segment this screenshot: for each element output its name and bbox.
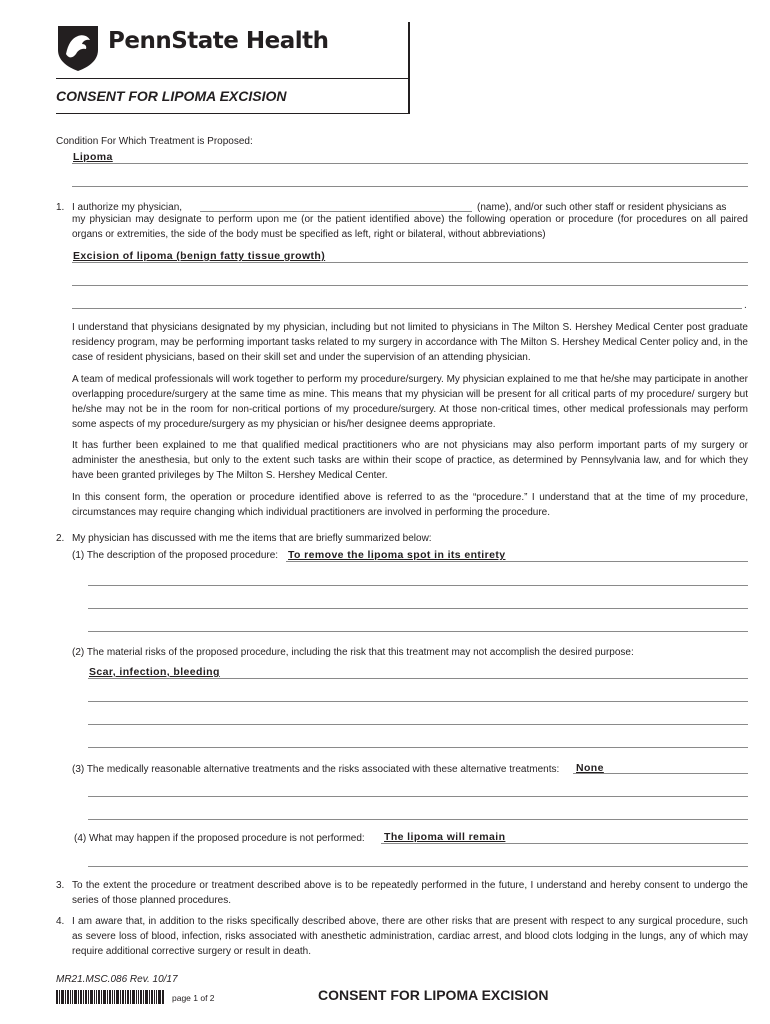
- procedure-line-1: [72, 262, 748, 263]
- section-2-intro: My physician has discussed with me the items that are briefly summarized below:: [72, 533, 432, 544]
- page-number: page 1 of 2: [172, 993, 215, 1003]
- item-2-value[interactable]: Scar, infection, bleeding: [89, 666, 220, 678]
- item-4-label: (4) What may happen if the proposed procedure is not performed:: [74, 833, 365, 844]
- penn-state-shield-logo: [56, 24, 100, 72]
- barcode-image: [56, 990, 164, 1004]
- condition-line-2: [72, 186, 748, 187]
- section-3-number: 3.: [56, 880, 65, 891]
- section-1-number: 1.: [56, 202, 65, 213]
- authorize-text: I authorize my physician,: [72, 202, 183, 213]
- item-1-value[interactable]: To remove the lipoma spot in its entirety: [288, 549, 506, 561]
- item-2-line-2: [88, 701, 748, 702]
- paragraph-definition: In this consent form, the operation or procedure identified above is referred to as the “procedure.” I understand that at the time of my procedure, circumstances may require changing which individual practitioners are involved in performing the procedure.: [72, 492, 748, 518]
- item-3-line-3: [88, 819, 748, 820]
- item-3-line-2: [88, 796, 748, 797]
- condition-line-1: [72, 163, 748, 164]
- item-2-line-3: [88, 724, 748, 725]
- procedure-value[interactable]: Excision of lipoma (benign fatty tissue growth): [73, 250, 326, 262]
- item-4-line-2: [88, 866, 748, 867]
- header-vertical-divider: [408, 22, 410, 114]
- paragraph-overlapping: A team of medical professionals will work together to perform my procedure/surgery. My physician explained to me that he/she may participate in another overlapping procedure/surgery at the same time as mine. This means that my physician will be present for all critical parts of my procedure/ surgery but he/she may not be in the room for non-critical portions of my procedure/surgery. At those non-critical times, other medical professionals may perform some aspects of my procedure/surgery as my physician or his/her designee deems appropriate.: [72, 374, 748, 430]
- form-title: CONSENT FOR LIPOMA EXCISION: [56, 88, 287, 104]
- item-1-label: (1) The description of the proposed procedure:: [72, 550, 279, 561]
- procedure-period: .: [744, 300, 747, 311]
- item-1-line-1: [286, 561, 748, 562]
- procedure-line-2: [72, 285, 748, 286]
- brand-name: PennState Health: [108, 28, 329, 54]
- header-divider: [56, 78, 408, 79]
- item-2-line-4: [88, 747, 748, 748]
- section-4-number: 4.: [56, 916, 65, 927]
- item-3-label: (3) The medically reasonable alternative treatments and the risks associated with these alternative treatments:: [72, 764, 560, 775]
- item-1-line-3: [88, 608, 748, 609]
- paragraph-practitioners: It has further been explained to me that qualified medical practitioners who are not physicians may also perform important parts of my surgery or administer the anesthesia, but only to the extent such tasks are within their scope of practice, as determined by Pennsylvania law, and for which they have been granted privileges by The Milton S. Hershey Medical Center.: [72, 440, 748, 481]
- section-3-text: To the extent the procedure or treatment described above is to be repeatedly performed in the future, I understand and hereby consent to undergo the series of those planned procedures.: [72, 880, 748, 906]
- item-2-line-1: [88, 678, 748, 679]
- item-1-line-2: [88, 585, 748, 586]
- section-2-number: 2.: [56, 533, 65, 544]
- form-revision: MR21.MSC.086 Rev. 10/17: [56, 974, 178, 985]
- item-3-value[interactable]: None: [576, 762, 604, 774]
- footer-form-title: CONSENT FOR LIPOMA EXCISION: [318, 987, 549, 1003]
- condition-value[interactable]: Lipoma: [73, 151, 113, 163]
- item-1-line-4: [88, 631, 748, 632]
- item-4-value[interactable]: The lipoma will remain: [384, 831, 506, 843]
- section-4-text: I am aware that, in addition to the risks specifically described above, there are other risks that are present with respect to any surgical procedure, such as severe loss of blood, infection, risks associated with anesthetic administration, cardiac arrest, and blood clots lodging in the lungs, any of which may require additional corrective surgery or result in death.: [72, 916, 748, 957]
- procedure-line-3: [72, 308, 742, 309]
- condition-label: Condition For Which Treatment is Proposed:: [56, 136, 253, 147]
- item-4-line-1: [381, 843, 748, 844]
- authorize-text-continued: my physician may designate to perform upon me (or the patient identified above) the following operation or procedure (for procedures on all paired organs or extremities, the side of the body must be specified as left, right or bilateral, without abbreviations): [72, 214, 748, 240]
- item-2-label: (2) The material risks of the proposed procedure, including the risk that this treatment may not accomplish the desired purpose:: [72, 647, 634, 658]
- authorize-text-name: (name), and/or such other staff or resident physicians as: [477, 202, 727, 213]
- paragraph-residents: I understand that physicians designated by my physician, including but not limited to physicians in The Milton S. Hershey Medical Center post graduate residency program, may be performing important tasks related to my surgery in accordance with The Milton S. Hershey Medical Center policy and, in the case of resident physicians, based on their skill set and under the supervision of an attending physician.: [72, 322, 748, 363]
- title-underline: [56, 113, 410, 114]
